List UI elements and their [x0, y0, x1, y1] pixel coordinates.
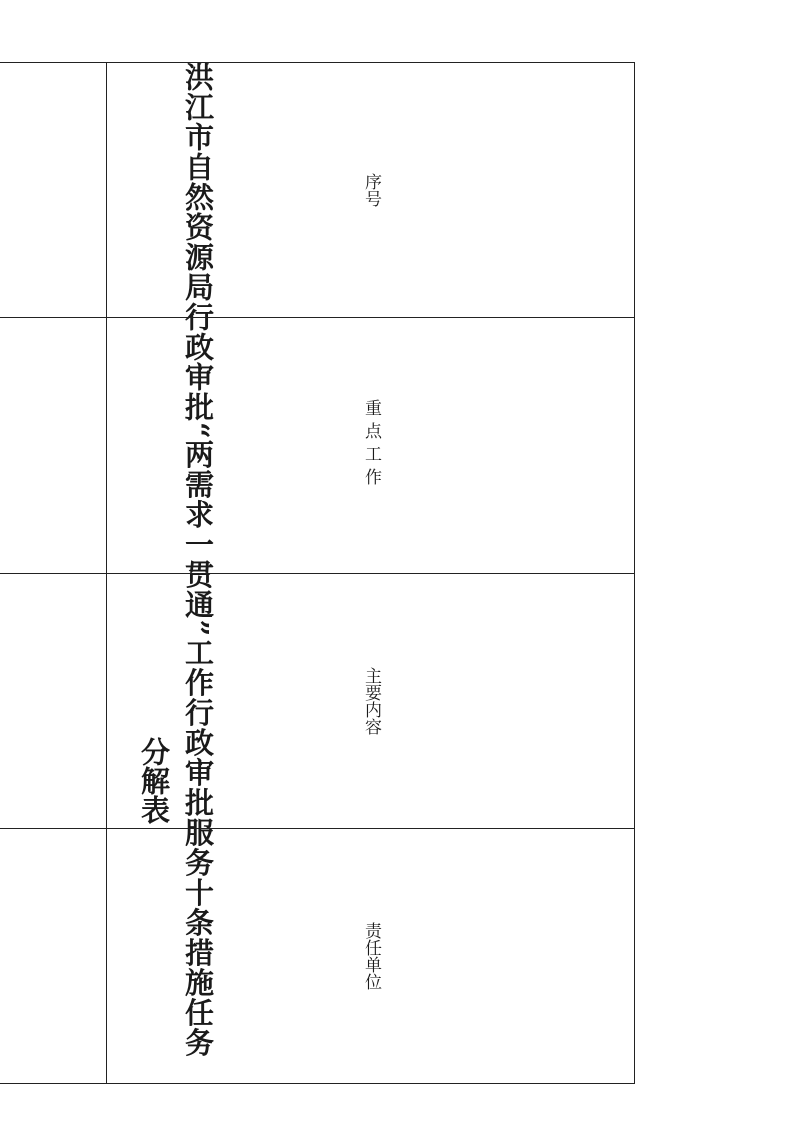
task-table-container [195, 62, 635, 1084]
header-content: 主要内容 [107, 573, 635, 828]
header-task: 重点工作 [107, 318, 635, 573]
row-content [0, 573, 107, 828]
table-header-row [107, 63, 635, 1084]
row-seq [0, 63, 107, 318]
document-title-continued: 分解表 [137, 736, 171, 824]
row-unit [0, 828, 107, 1083]
document-title: 洪江市自然资源局行政审批“两需求一贯通”工作行政审批服务十条措施任务 [181, 62, 215, 1058]
row-task [0, 318, 107, 573]
header-seq: 序号 [107, 63, 635, 318]
header-unit: 责任单位 [107, 828, 635, 1083]
task-table [0, 62, 635, 1084]
table-row [0, 63, 107, 1084]
